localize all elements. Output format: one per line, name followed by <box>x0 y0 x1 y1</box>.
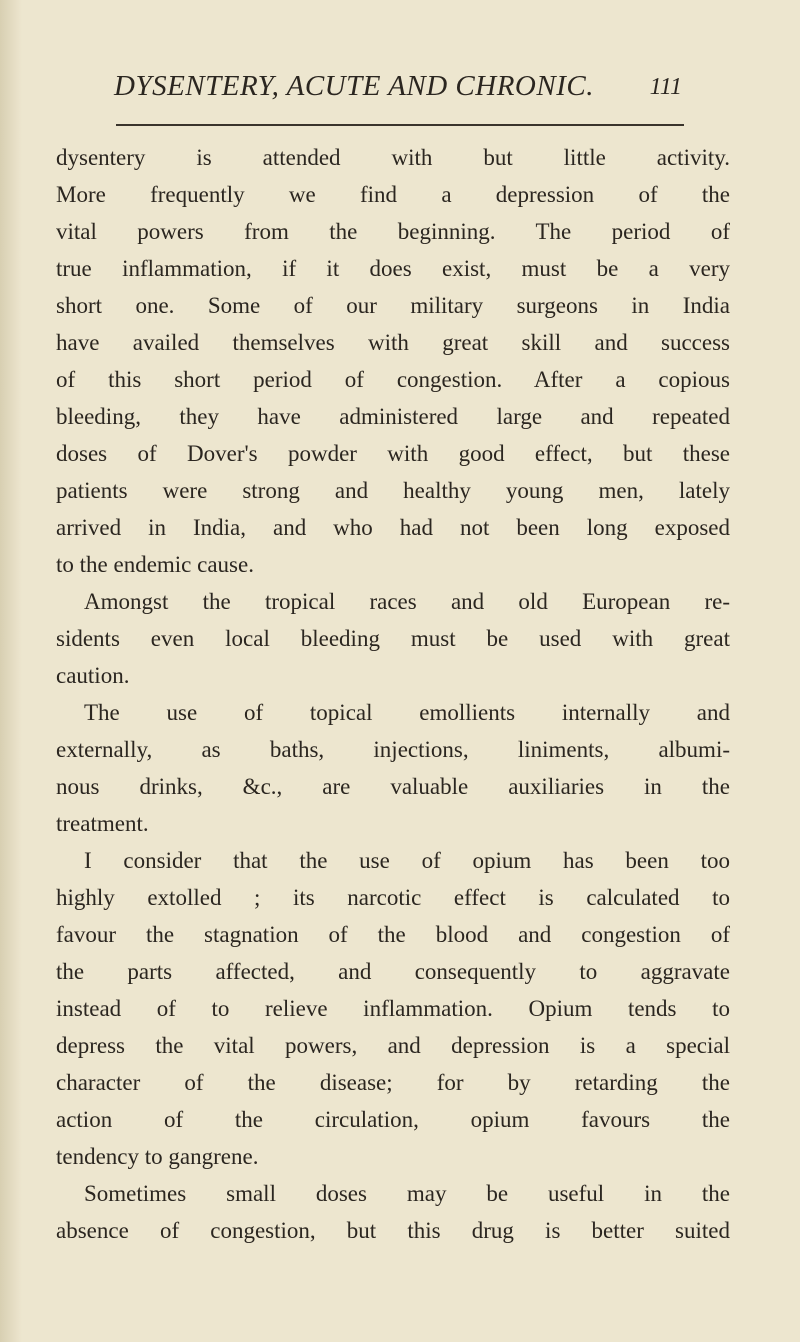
text-line: absence of congestion, but this drug is better suited <box>56 1218 730 1243</box>
text-line: Amongst the tropical races and old European re- <box>84 589 730 614</box>
text-line: of this short period of congestion. After a copious <box>56 367 730 392</box>
text-line: sidents even local bleeding must be used with great <box>56 626 730 651</box>
running-title: DYSENTERY, ACUTE AND CHRONIC. <box>114 70 594 102</box>
page-edge <box>0 0 22 1342</box>
text-line: More frequently we find a depression of the <box>56 182 730 207</box>
text-line: Sometimes small doses may be useful in the <box>84 1181 730 1206</box>
text-line: have availed themselves with great skill and success <box>56 330 730 355</box>
header-rule <box>116 124 684 126</box>
text-line: character of the disease; for by retarding the <box>56 1070 730 1095</box>
text-line: externally, as baths, injections, liniments, albumi- <box>56 737 730 762</box>
text-line: short one. Some of our military surgeons in India <box>56 293 730 318</box>
text-line: instead of to relieve inflammation. Opium tends to <box>56 996 730 1021</box>
text-line: vital powers from the beginning. The period of <box>56 219 730 244</box>
body-text <box>56 139 730 1249</box>
page-number: 111 <box>649 74 682 100</box>
text-line: to the endemic cause. <box>56 552 254 577</box>
text-line: true inflammation, if it does exist, must be a very <box>56 256 730 281</box>
text-line: bleeding, they have administered large and repeated <box>56 404 730 429</box>
text-line: I consider that the use of opium has been too <box>84 848 730 873</box>
text-line: depress the vital powers, and depression is a special <box>56 1033 730 1058</box>
text-line: action of the circulation, opium favours the <box>56 1107 730 1132</box>
text-line: dysentery is attended with but little activity. <box>56 145 730 170</box>
text-line: caution. <box>56 663 130 688</box>
text-line: patients were strong and healthy young men, lately <box>56 478 730 503</box>
text-line: treatment. <box>56 811 149 836</box>
text-line: doses of Dover's powder with good effect, but these <box>56 441 730 466</box>
text-line: the parts affected, and consequently to aggravate <box>56 959 730 984</box>
text-line: highly extolled ; its narcotic effect is calculated to <box>56 885 730 910</box>
page-header <box>96 70 696 110</box>
text-line: favour the stagnation of the blood and congestion of <box>56 922 730 947</box>
text-line: arrived in India, and who had not been long exposed <box>56 515 730 540</box>
text-line: tendency to gangrene. <box>56 1144 259 1169</box>
text-line: nous drinks, &c., are valuable auxiliaries in the <box>56 774 730 799</box>
text-line: The use of topical emollients internally and <box>84 700 730 725</box>
